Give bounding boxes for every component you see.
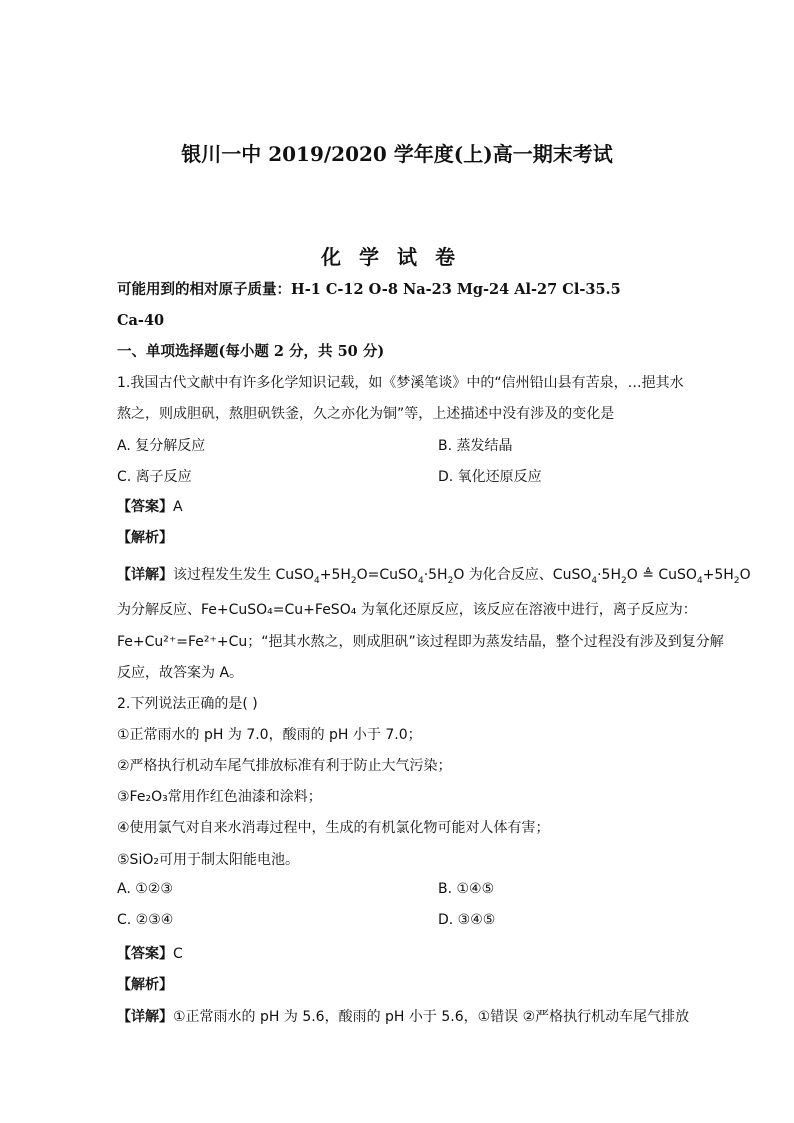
q2-analysis-tag: 【解析】 (117, 977, 173, 993)
q1-detail-tag: 【详解】 (117, 567, 173, 583)
q1-stem-line1: 1.我国古代文献中有许多化学知识记载，如《梦溪笔谈》中的“信州铅山县有苦泉，…挹其水 (117, 375, 684, 391)
exam-title: 银川一中 2019/2020 学年度(上)高一期末考试 (181, 142, 613, 166)
q1-detail-line2: 为分解反应、Fe+CuSO₄=Cu+FeSO₄ 为氧化还原反应，该反应在溶液中进行，离子反应为： (117, 602, 697, 618)
q1-analysis-tag: 【解析】 (117, 530, 173, 546)
atomic-masses-line2: Ca-40 (117, 312, 165, 329)
q1-answer-value: A (173, 499, 183, 515)
q1-detail-text: +5H (702, 567, 734, 583)
q2-item1: ①正常雨水的 pH 为 7.0，酸雨的 pH 小于 7.0； (117, 727, 422, 743)
q1-detail-line1: 【详解】该过程发生发生 $CuSO_4+5H_2O=CuSO_4\cdot 5H_2O$ 为化合反应、$CuSO_4\cdot 5H_2O$ ≜ $CuSO_4+5H_2O$ (117, 567, 751, 586)
q1-option-b: B. 蒸发结晶 (438, 438, 513, 454)
q1-detail-line3: Fe+Cu²⁺=Fe²⁺+Cu；“挹其水熬之，则成胆矾”该过程即为蒸发结晶，整个过程没有涉及到复分解 (117, 634, 724, 650)
q2-item3: ③Fe₂O₃常用作红色油漆和涂料； (117, 789, 322, 805)
q2-option-a: A. ①②③ (117, 881, 173, 897)
q2-item2: ②严格执行机动车尾气排放标准有利于防止大气污染； (117, 758, 452, 774)
q2-detail-line1 (117, 1007, 690, 1027)
q2-option-d: D. ③④⑤ (438, 912, 496, 928)
q1-option-d: D. 氧化还原反应 (438, 469, 542, 485)
q1-answer (117, 497, 687, 517)
q2-item4: ④使用氯气对自来水消毒过程中，生成的有机氯化物可能对人体有害； (117, 820, 550, 836)
q2-answer-tag: 【答案】 (117, 946, 173, 962)
section-heading: 一、单项选择题(每小题 2 分，共 50 分) (117, 343, 385, 360)
q2-detail-tag: 【详解】 (117, 1009, 173, 1025)
q2-answer (117, 944, 687, 964)
q2-item5: ⑤SiO₂可用于制太阳能电池。 (117, 852, 299, 868)
q1-detail-text: 该过程发生发生 CuSO (173, 567, 315, 583)
q1-option-c: C. 离子反应 (117, 469, 192, 485)
q1-detail-text: O 为化合反应、CuSO (453, 567, 592, 583)
q2-answer-value: C (173, 946, 183, 962)
q2-option-c: C. ②③④ (117, 912, 174, 928)
q1-detail-text: ·5H (423, 567, 448, 583)
atomic-masses-line1: 可能用到的相对原子质量：H-1 C-12 O-8 Na-23 Mg-24 Al-27 Cl-35.5 (117, 281, 621, 298)
q1-analysis (117, 528, 687, 548)
q1-option-a: A. 复分解反应 (117, 438, 206, 454)
q2-analysis (117, 975, 687, 995)
q1-detail-text: O ≜ CuSO (626, 567, 697, 583)
exam-subtitle: 化学试卷 (321, 245, 473, 269)
q1-detail-text: O=CuSO (356, 567, 418, 583)
q2-option-b: B. ①④⑤ (438, 881, 495, 897)
q2-detail-text: ①正常雨水的 pH 为 5.6，酸雨的 pH 小于 5.6，①错误 ②严格执行机动车尾气排放 (173, 1009, 690, 1025)
q2-stem: 2.下列说法正确的是( ) (117, 696, 258, 712)
q1-detail-text: O (739, 567, 751, 583)
q1-detail-text: ·5H (597, 567, 621, 583)
q1-detail-line4: 反应，故答案为 A。 (117, 665, 244, 681)
q1-detail-text: +5H (319, 567, 351, 583)
q1-answer-tag: 【答案】 (117, 499, 173, 515)
q1-stem-line2: 熬之，则成胆矾，熬胆矾铁釜，久之亦化为铜”等，上述描述中没有涉及的变化是 (117, 406, 615, 422)
